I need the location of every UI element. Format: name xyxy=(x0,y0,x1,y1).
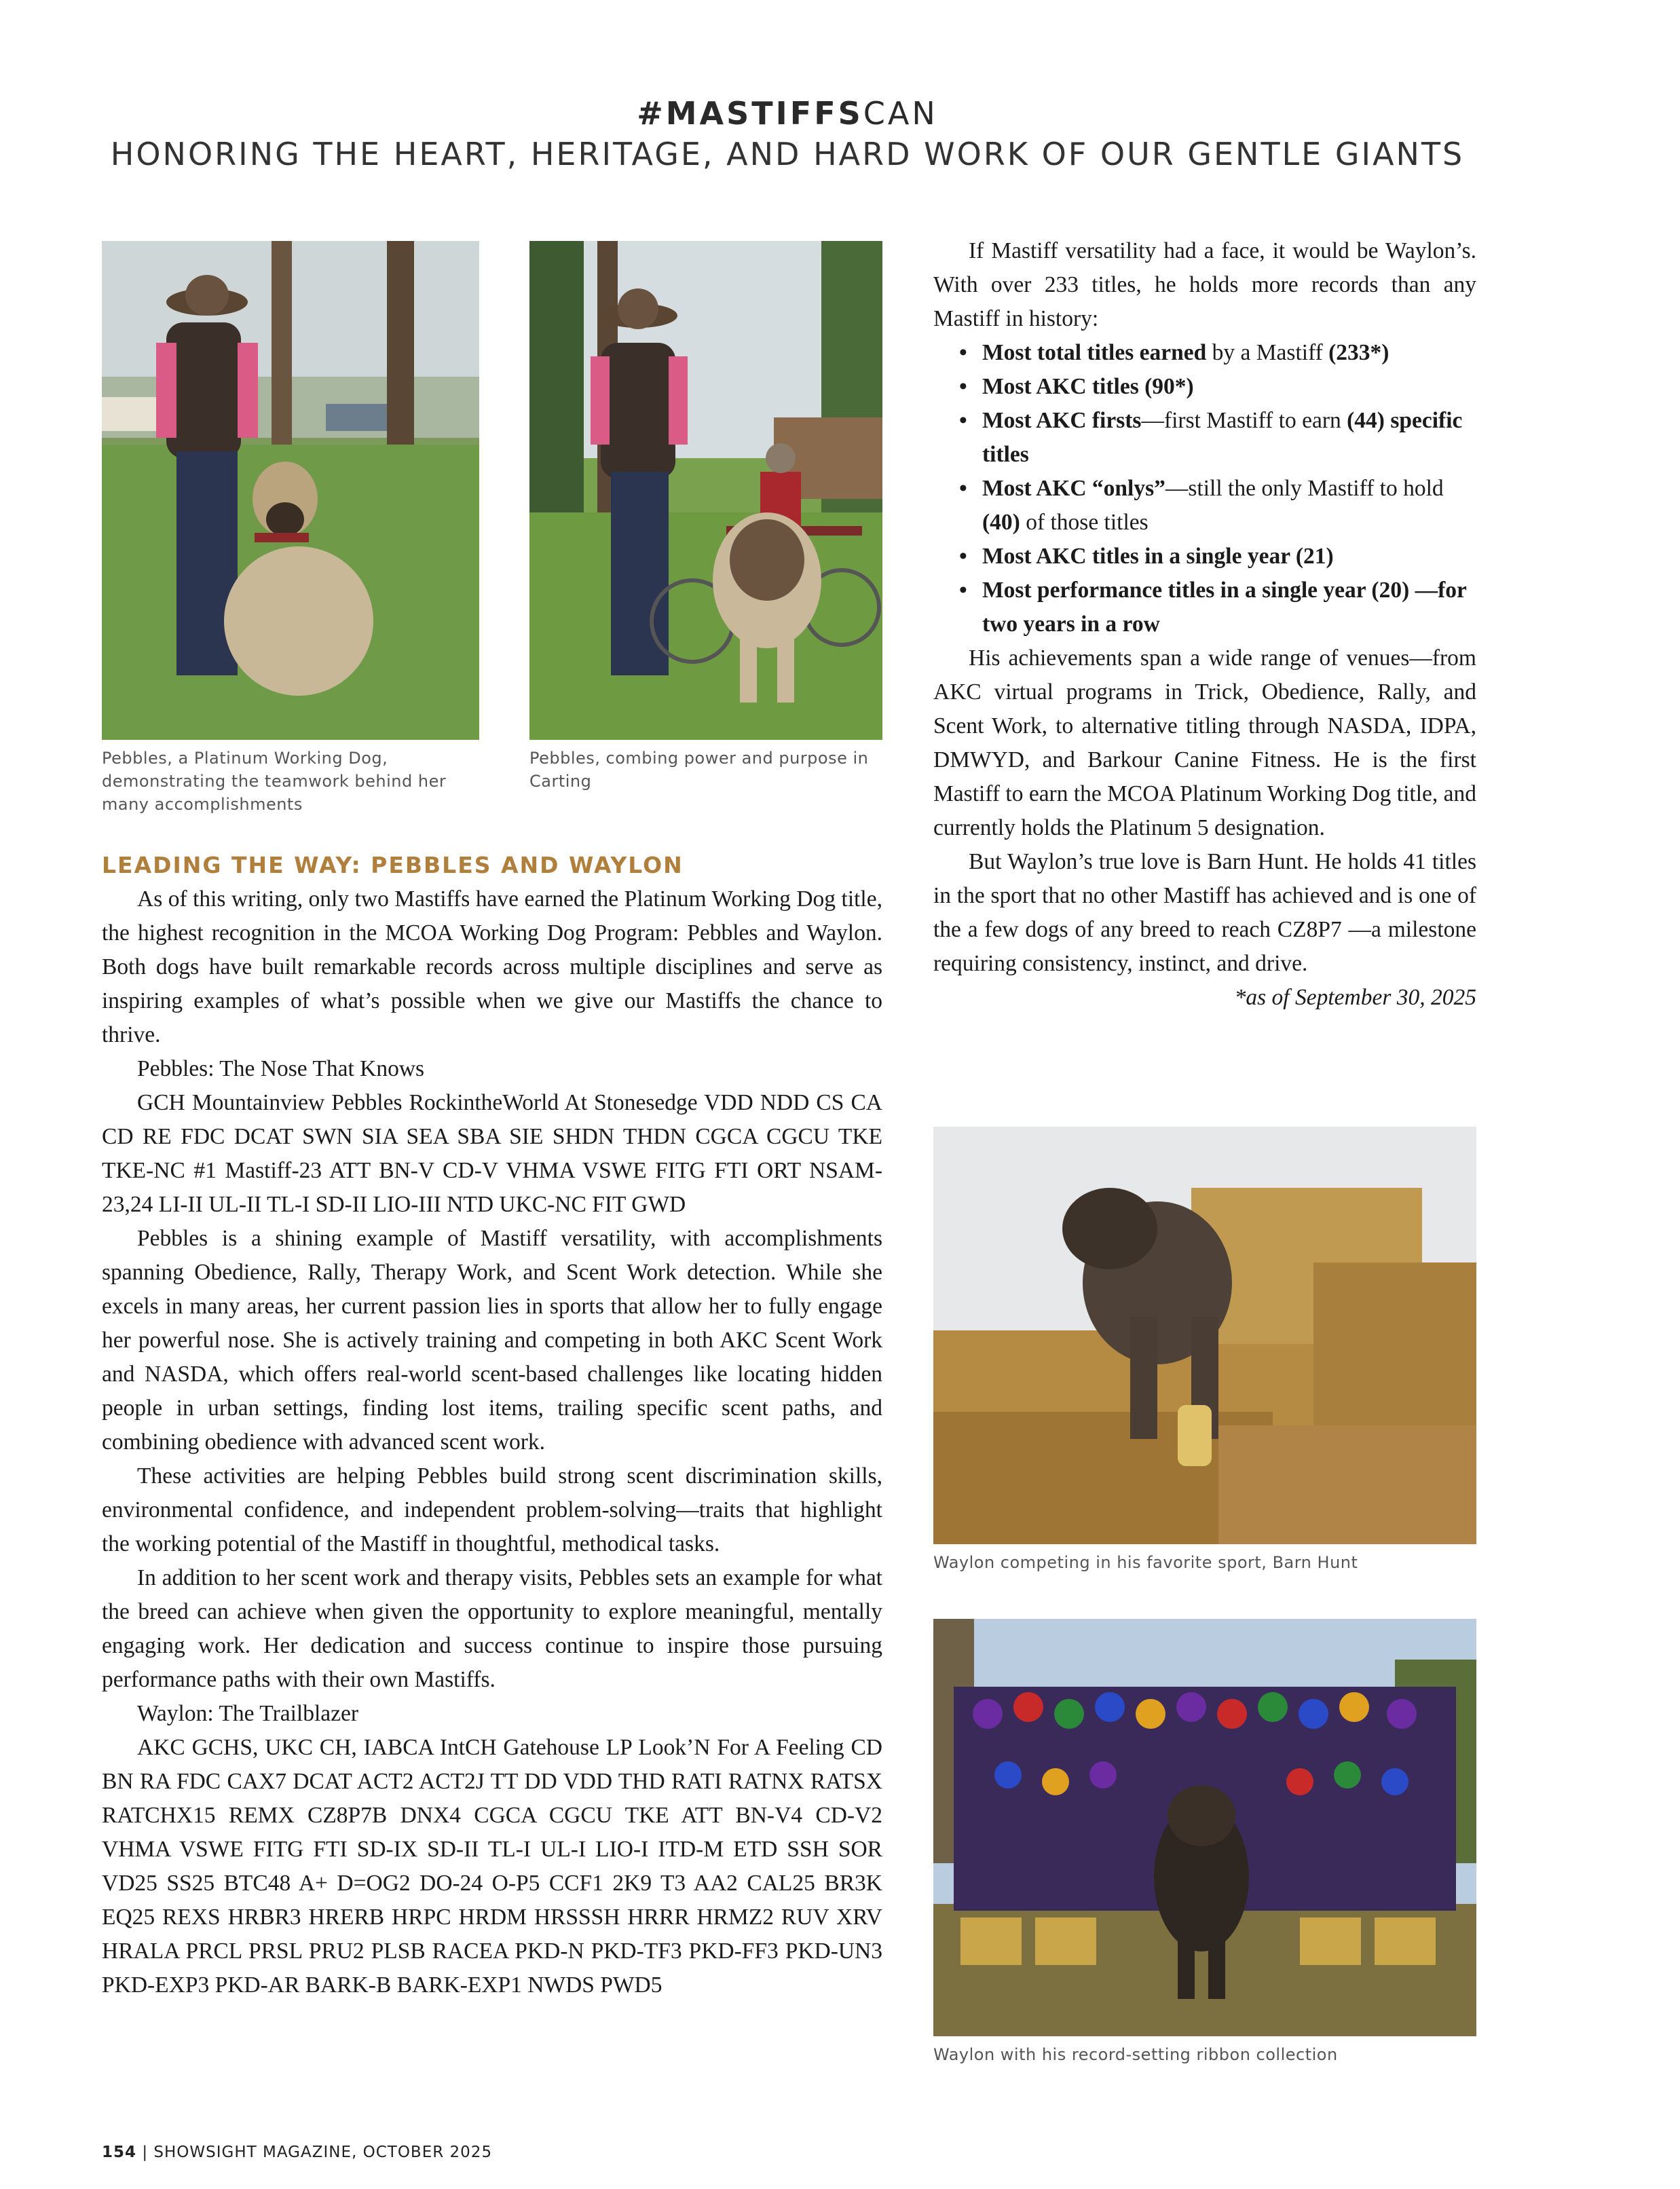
waylon-registered-name: AKC GCHS, UKC CH, IABCA IntCH Gatehouse LP Look’N For A Feeling CD BN RA FDC CAX7 DCAT ACT2 ACT2J TT DD VDD THD RATI RATNX RATSX RATCHX15 REMX CZ8P7B DNX4 CGCA CGCU TKE ATT BN-V4 CD-V2 VHMA VSWE FITG FTI SD-IX SD-II TL-I UL-I LIO-I ITD-M ETD SSH SOR VD25 SS25 BTC48 A+ D=OG2 DO-24 O-P5 CCF1 2K9 T3 AA2 CAL25 BR3K EQ25 REXS HRBR3 HRERB HRPC HRDM HRSSSH HRRR HRMZ2 RUV XRV HRALA PRCL PRSL PRU2 PLSB RACEA PKD-N PKD-TF3 PKD-FF3 PKD-UN3 PKD-EXP3 PKD-AR BARK-B BARK-EXP1 NWDS PWD5 xyxy=(102,1735,882,1998)
left-column xyxy=(102,848,882,2002)
waylon-ribbons-photo xyxy=(933,1619,1476,2036)
page-subtitle: HONORING THE HEART, HERITAGE, AND HARD WORK OF OUR GENTLE GIANTS xyxy=(110,136,1465,172)
waylon-ribbons-caption: Waylon with his record-setting ribbon collection xyxy=(933,2045,1338,2064)
venues-paragraph: His achievements span a wide range of venues—from AKC virtual programs in Trick, Obedience, Rally, and Scent Work, to alternative titling through NASDA, IDPA, DMWYD, and Barkour Canine Fitness. He is the first Mastiff to earn the MCOA Platinum Working Dog title, and currently holds the Platinum 5 designation. xyxy=(933,646,1476,840)
list-item: • Most AKC titles (90*) xyxy=(959,374,1194,399)
pebbles-subtitle: Pebbles: The Nose That Knows xyxy=(137,1056,425,1081)
page-footer: 154 | SHOWSIGHT MAGAZINE, OCTOBER 2025 xyxy=(102,2144,493,2161)
pebbles-sitting-photo xyxy=(102,241,479,740)
section-heading: LEADING THE WAY: PEBBLES AND WAYLON xyxy=(102,852,684,878)
pebbles-sitting-caption: Pebbles, a Platinum Working Dog, demonstrating the teamwork behind her many accomplishments xyxy=(102,749,447,814)
page-number: 154 xyxy=(102,2144,137,2161)
pebbles-carting-caption: Pebbles, combing power and purpose in Carting xyxy=(529,749,869,791)
barn-hunt-paragraph: But Waylon’s true love is Barn Hunt. He holds 41 titles in the sport that no other Mastiff has achieved and is one of the a few dogs of any breed to reach CZ8P7 —a milestone requiring consistency, instinct, and drive. xyxy=(933,849,1476,976)
magazine-hashtag-header xyxy=(0,95,1575,132)
hashtag-bold: #MASTIFFS xyxy=(637,95,863,132)
magazine-issue: SHOWSIGHT MAGAZINE, OCTOBER 2025 xyxy=(153,2144,493,2161)
footnote-date: *as of September 30, 2025 xyxy=(1234,985,1476,1010)
waylon-barn-hunt-photo xyxy=(933,1127,1476,1544)
intro-paragraph: As of this writing, only two Mastiffs have earned the Platinum Working Dog title, the highest recognition in the MCOA Working Dog Program: Pebbles and Waylon. Both dogs have built remarkable records across multiple disciplines and serve as inspiring examples of what’s possible when we give our Mastiffs the chance to thrive. xyxy=(102,886,882,1047)
right-column xyxy=(933,234,1476,1015)
records-list xyxy=(933,336,1476,641)
list-item: • Most performance titles in a single year (20) —for two years in a row xyxy=(959,578,1467,637)
pebbles-carting-photo xyxy=(529,241,882,740)
pebbles-paragraph-3: In addition to her scent work and therapy visits, Pebbles sets an example for what the breed can achieve when given the opportunity to explore meaningful, mentally engaging work. Her dedication and success continue to inspire those pursuing performance paths with their own Mastiffs. xyxy=(102,1565,882,1692)
pebbles-paragraph-2: These activities are helping Pebbles build strong scent discrimination skills, environmental confidence, and independent problem-solving—traits that highlight the working potential of the Mastiff in thoughtful, methodical tasks. xyxy=(102,1463,882,1556)
waylon-subtitle: Waylon: The Trailblazer xyxy=(137,1701,359,1726)
waylon-barn-hunt-caption: Waylon competing in his favorite sport, Barn Hunt xyxy=(933,1553,1358,1572)
waylon-intro: If Mastiff versatility had a face, it would be Waylon’s. With over 233 titles, he holds more records than any Mastiff in history: xyxy=(933,238,1476,331)
hashtag-rest: CAN xyxy=(863,95,938,132)
list-item: • Most AKC titles in a single year (21) xyxy=(959,544,1334,569)
pebbles-registered-name: GCH Mountainview Pebbles RockintheWorld At Stonesedge VDD NDD CS CA CD RE FDC DCAT SWN SIA SEA SBA SIE SHDN THDN CGCA CGCU TKE TKE-NC #1 Mastiff-23 ATT BN-V CD-V VHMA VSWE FITG FTI ORT NSAM-23,24 LI-II UL-II TL-I SD-II LIO-III NTD UKC-NC FIT GWD xyxy=(102,1090,882,1217)
pebbles-paragraph-1: Pebbles is a shining example of Mastiff versatility, with accomplishments spanning Obedience, Rally, Therapy Work, and Scent Work detection. While she excels in many areas, her current passion lies in sports that allow her to fully engage her powerful nose. She is actively training and competing in both AKC Scent Work and NASDA, which offers real-world scent-based challenges like locating hidden people in urban settings, finding lost items, trailing specific scent paths, and combining obedience with advanced scent work. xyxy=(102,1226,882,1455)
list-item: • Most AKC “onlys”—still the only Mastiff to hold (40) of those titles xyxy=(959,476,1444,535)
list-item: • Most AKC firsts—first Mastiff to earn (44) specific titles xyxy=(959,408,1463,467)
list-item: • Most total titles earned by a Mastiff (233*) xyxy=(959,340,1389,365)
